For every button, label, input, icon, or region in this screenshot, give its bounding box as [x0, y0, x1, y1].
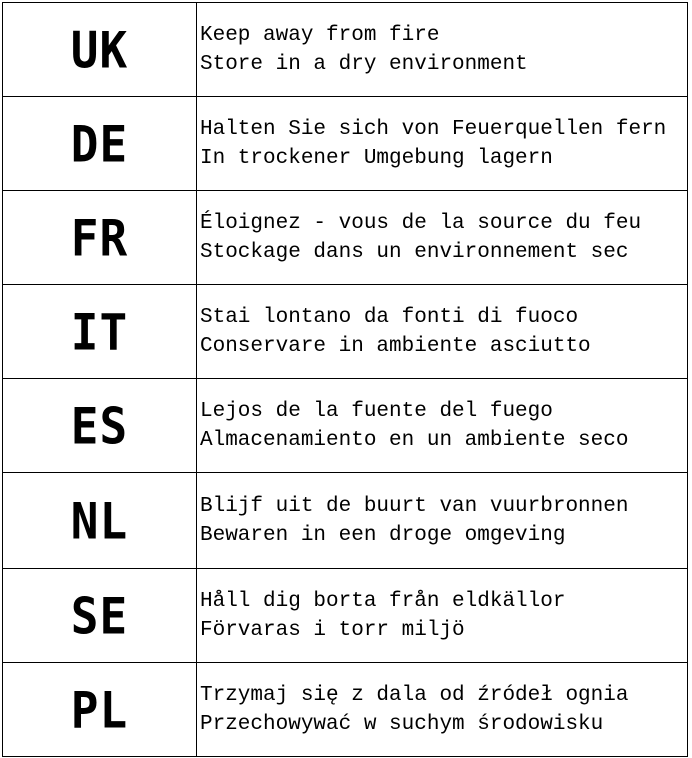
storage-instruction-text: Bewaren in een droge omgeving	[200, 523, 566, 547]
table-row	[3, 663, 688, 757]
fire-warning-text: Blijf uit de buurt van vuurbronnen	[200, 494, 629, 518]
fire-warning-text: Keep away from fire	[200, 23, 440, 47]
fire-warning-text: Éloignez - vous de la source du feu	[200, 211, 642, 235]
warning-table	[2, 2, 688, 757]
country-code: NL	[70, 491, 129, 550]
storage-instruction-text: Förvaras i torr miljö	[200, 618, 465, 642]
country-code-cell	[3, 473, 197, 569]
storage-instruction-text: Przechowywać w suchym środowisku	[200, 712, 604, 736]
country-code-cell	[3, 569, 197, 663]
warning-text-cell	[197, 97, 688, 191]
warning-text-cell	[197, 473, 688, 569]
table-row	[3, 379, 688, 473]
fire-warning-text: Halten Sie sich von Feuerquellen fern	[200, 117, 667, 141]
table-row	[3, 191, 688, 285]
warning-text-cell	[197, 3, 688, 97]
country-code-cell	[3, 379, 197, 473]
country-code: UK	[70, 20, 129, 79]
country-code-cell	[3, 663, 197, 757]
country-code-cell	[3, 3, 197, 97]
storage-instruction-text: Conservare in ambiente asciutto	[200, 334, 591, 358]
fire-warning-text: Trzymaj się z dala od źródeł ognia	[200, 683, 629, 707]
fire-warning-text: Håll dig borta från eldkällor	[200, 589, 566, 613]
country-code: IT	[70, 302, 129, 361]
country-code: ES	[70, 396, 129, 455]
country-code: DE	[70, 114, 129, 173]
storage-instruction-text: Stockage dans un environnement sec	[200, 240, 629, 264]
warning-text-cell	[197, 285, 688, 379]
warning-text-cell	[197, 379, 688, 473]
country-code-cell	[3, 191, 197, 285]
warning-text-cell	[197, 191, 688, 285]
storage-instruction-text: In trockener Umgebung lagern	[200, 146, 553, 170]
country-code-cell	[3, 97, 197, 191]
country-code: FR	[70, 208, 129, 267]
warning-text-cell	[197, 663, 688, 757]
fire-warning-text: Lejos de la fuente del fuego	[200, 399, 553, 423]
table-row	[3, 3, 688, 97]
storage-instruction-text: Almacenamiento en un ambiente seco	[200, 428, 629, 452]
table-row	[3, 97, 688, 191]
table-row	[3, 473, 688, 569]
table-row	[3, 569, 688, 663]
country-code: PL	[70, 680, 129, 739]
storage-instruction-text: Store in a dry environment	[200, 52, 528, 76]
fire-warning-text: Stai lontano da fonti di fuoco	[200, 305, 579, 329]
country-code: SE	[70, 586, 129, 645]
country-code-cell	[3, 285, 197, 379]
warning-text-cell	[197, 569, 688, 663]
table-row	[3, 285, 688, 379]
